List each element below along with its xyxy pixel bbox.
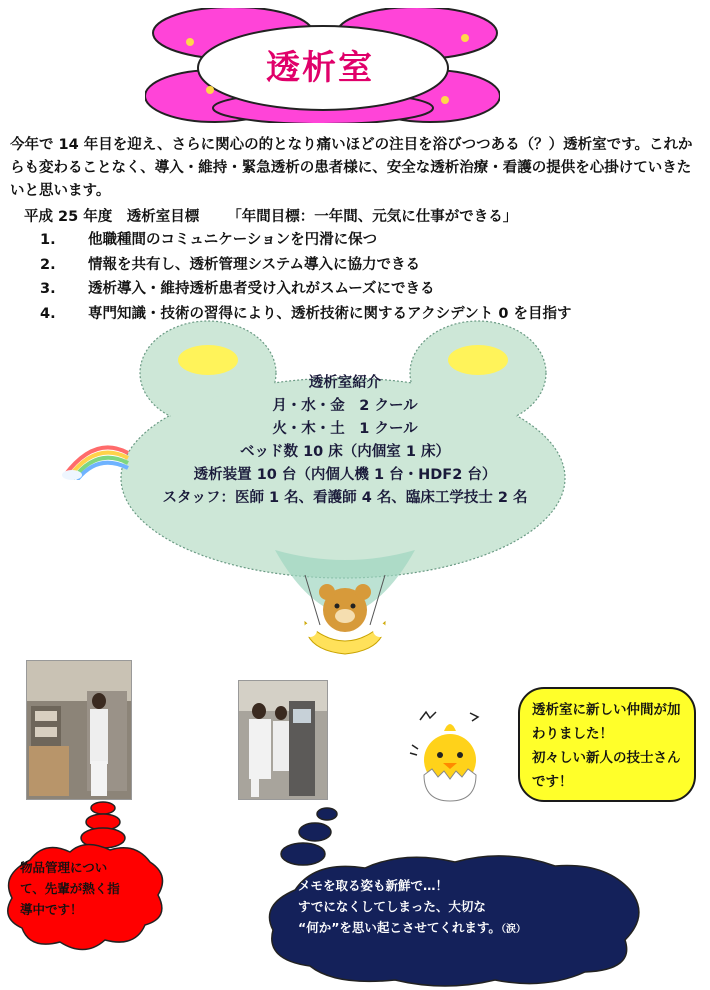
bubble-line: 透析室に新しい仲間が加: [532, 702, 681, 718]
intro-paragraph: 今年で 14 年目を迎え、さらに関心の的となり痛いほどの注目を浴びつつある（？）透析室です。これからも変わることなく、導入・維持・緊急透析の患者様に、安全な透析治療・看護の提供を心掛けていきたいと思います。: [10, 137, 693, 199]
goal-number: 4.: [40, 305, 56, 322]
info-line: 火・木・土 1 クール: [272, 421, 418, 437]
rainbow-icon: [60, 435, 130, 480]
cloud-line: [298, 917, 628, 940]
goal-text: 透析導入・維持透析患者受け入れがスムーズにできる: [88, 281, 435, 297]
goal-item: [40, 253, 700, 278]
goal-number: 3.: [40, 281, 56, 297]
goal-text: 専門知識・技術の習得により、透析技術に関するアクシデント 0 を目指す: [88, 305, 572, 322]
goals-header: [24, 205, 704, 226]
goal-text: 他職種間のコミュニケーションを円滑に保つ: [88, 232, 378, 248]
photo-machine-room: [238, 680, 328, 800]
info-block: [150, 372, 540, 510]
info-line: 月・水・金 2 クール: [272, 398, 418, 414]
balloon-bear-icon: [270, 550, 420, 660]
cloud-line: 導中です！: [20, 902, 83, 917]
bubble-line: わりました！: [532, 726, 613, 742]
cloud-line: メモを取る姿も新鮮で…！: [298, 878, 449, 893]
goal-item: [40, 277, 700, 302]
goals-year-label: 平成 25 年度 透析室目標: [24, 209, 200, 225]
cloud-line-main: “何か”を思い起こさせてくれます。: [298, 920, 501, 935]
cloud-line-suffix: （涙）: [500, 924, 526, 935]
info-line: ベッド数 10 床（内個室 1 床）: [240, 444, 450, 460]
speech-bubble-yellow-text: [532, 698, 692, 794]
info-line: 透析装置 10 台（内個人機 1 台・HDF2 台）: [193, 467, 497, 483]
thought-cloud-navy-text: [298, 875, 628, 940]
chick-icon: [400, 705, 500, 805]
goal-text: 情報を共有し、透析管理システム導入に協力できる: [88, 256, 421, 273]
thought-cloud-red-text: [20, 857, 150, 920]
info-line: スタッフ：医師 1 名、看護師 4 名、臨床工学技士 2 名: [162, 490, 528, 506]
photo-storage-room: [26, 660, 132, 800]
bubble-line: です！: [532, 774, 573, 790]
cloud-line: て、先輩が熱く指: [20, 881, 120, 896]
goals-list: [40, 228, 700, 326]
goal-number: 2.: [40, 256, 56, 273]
page-title: 透析室: [266, 48, 374, 88]
goal-item: [40, 228, 700, 253]
goal-number: 1.: [40, 232, 56, 248]
annual-goal: 「年間目標：一年間、元気に仕事ができる」: [227, 209, 518, 225]
bubble-line: 初々しい新人の技士さん: [532, 750, 681, 766]
cloud-line: 物品管理につい: [20, 860, 108, 875]
info-heading: 透析室紹介: [308, 375, 382, 391]
cloud-line: すでになくしてしまった、大切な: [298, 899, 486, 914]
